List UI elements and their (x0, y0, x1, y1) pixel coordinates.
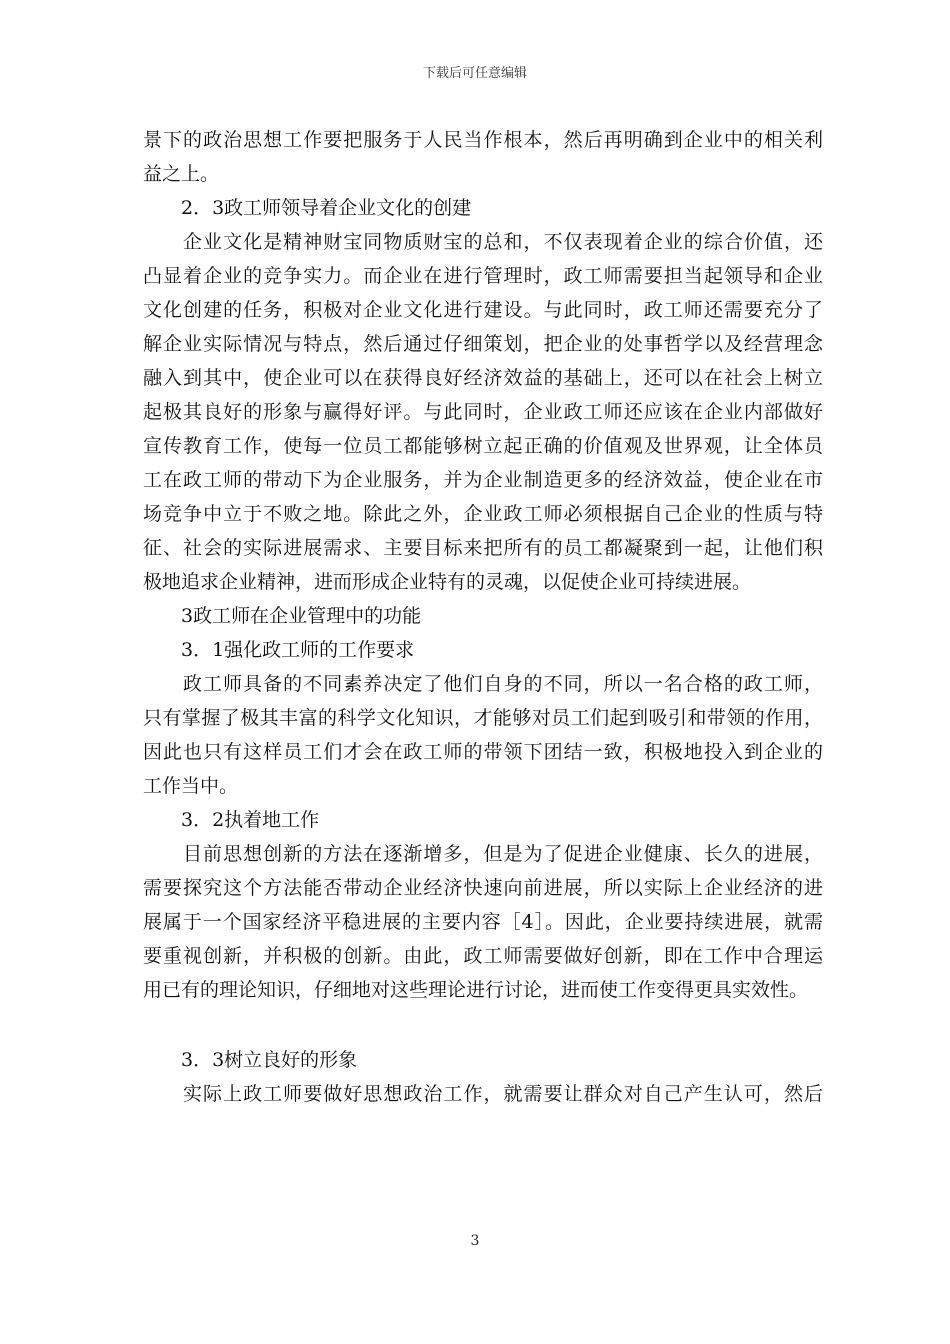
paragraph-line: 工在政工师的带动下为企业服务，并为企业制造更多的经济效益，使企业在市 (143, 469, 823, 491)
paragraph-line: 宣传教育工作，使每一位员工都能够树立起正确的价值观及世界观，让全体员 (143, 435, 823, 457)
paragraph-line: 起极其良好的形象与赢得好评。与此同时，企业政工师还应该在企业内部做好 (143, 401, 823, 423)
paragraph-line: 融入到其中，使企业可以在获得良好经济效益的基础上，还可以在社会上树立 (143, 367, 823, 389)
page-header: 下载后可任意编辑 (422, 66, 527, 81)
paragraph-line: 因此也只有这样员工们才会在政工师的带领下团结一致，积极地投入到企业的 (143, 741, 823, 763)
paragraph-line: 目前思想创新的方法在逐渐增多，但是为了促进企业健康、长久的进展， (183, 843, 823, 865)
paragraph-line: 政工师具备的不同素养决定了他们自身的不同，所以一名合格的政工师， (183, 673, 823, 695)
paragraph-line: 要重视创新，并积极的创新。由此，政工师需要做好创新，即在工作中合理运 (143, 945, 823, 967)
document-body (143, 123, 823, 1111)
paragraph-line: 益之上。 (143, 163, 220, 185)
paragraph-line: 用已有的理论知识，仔细地对这些理论进行讨论，进而使工作变得更具实效性。 (143, 979, 809, 1001)
section-heading: 3．3树立良好的形象 (181, 1049, 358, 1071)
paragraph-line: 需要探究这个方法能否带动企业经济快速向前进展，所以实际上企业经济的进 (143, 877, 823, 899)
section-heading: 3政工师在企业管理中的功能 (181, 605, 422, 627)
blank-line (143, 1007, 823, 1043)
paragraph-line: 景下的政治思想工作要把服务于人民当作根本，然后再明确到企业中的相关利 (143, 129, 823, 151)
paragraph-line: 展属于一个国家经济平稳进展的主要内容［4］。因此，企业要持续进展，就需 (143, 911, 823, 933)
paragraph-line: 实际上政工师要做好思想政治工作，就需要让群众对自己产生认可，然后 (183, 1083, 823, 1105)
paragraph-line: 场竞争中立于不败之地。除此之外，企业政工师必须根据自己企业的性质与特 (143, 503, 823, 525)
paragraph-line: 凸显着企业的竞争实力。而企业在进行管理时，政工师需要担当起领导和企业 (143, 265, 823, 287)
paragraph-line: 企业文化是精神财宝同物质财宝的总和，不仅表现着企业的综合价值，还 (183, 231, 823, 253)
paragraph-line: 极地追求企业精神，进而形成企业特有的灵魂，以促使企业可持续进展。 (143, 571, 752, 593)
paragraph-line: 工作当中。 (143, 775, 239, 797)
section-heading: 2．3政工师领导着企业文化的创建 (181, 197, 472, 219)
paragraph-line: 解企业实际情况与特点，然后通过仔细策划，把企业的处事哲学以及经营理念 (143, 333, 823, 355)
paragraph-line: 只有掌握了极其丰富的科学文化知识，才能够对员工们起到吸引和带领的作用， (143, 707, 823, 729)
section-heading: 3．1强化政工师的工作要求 (181, 639, 415, 661)
paragraph-line: 征、社会的实际进展需求、主要目标来把所有的员工都凝聚到一起，让他们积 (143, 537, 823, 559)
paragraph-line: 文化创建的任务，积极对企业文化进行建设。与此同时，政工师还需要充分了 (143, 299, 823, 321)
page-number: 3 (470, 1233, 480, 1249)
section-heading: 3．2执着地工作 (181, 809, 320, 831)
